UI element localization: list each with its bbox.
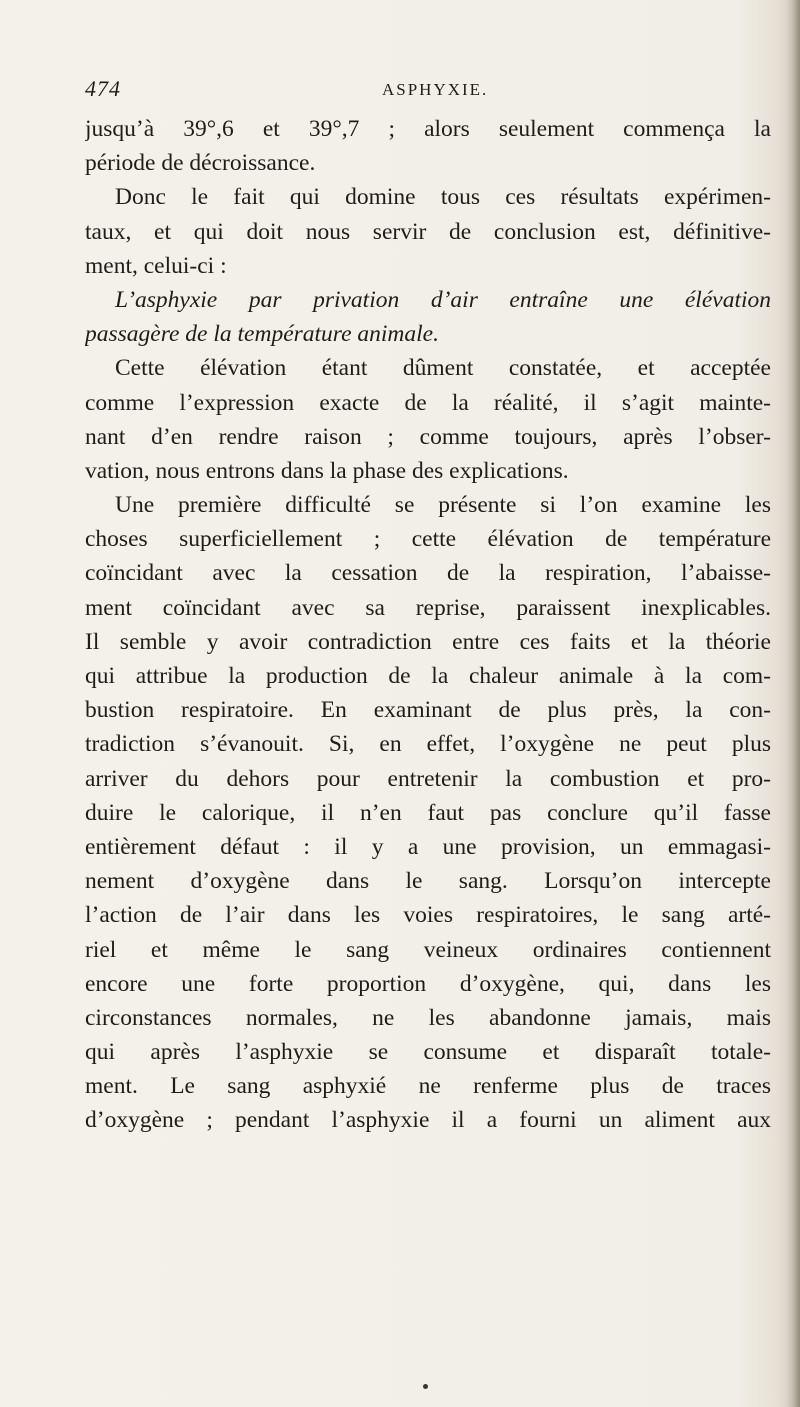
text-line: Il semble y avoir contradiction entre ces faits et la théorie (85, 628, 771, 655)
text-line: entièrement défaut : il y a une provision, un emmagasi- (85, 833, 771, 860)
text-line: jusqu’à 39°,6 et 39°,7 ; alors seulement commença la (85, 116, 771, 142)
text-line: encore une forte proportion d’oxygène, qui, dans les (85, 970, 771, 997)
conclusion-line: L’asphyxie par privation d’air entraîne une élévation (115, 286, 771, 313)
text-line: Une première difficulté se présente si l’on examine les (115, 492, 771, 519)
text-line: nement d’oxygène dans le sang. Lorsqu’on intercepte (85, 868, 771, 895)
page-edge-shadow (786, 0, 800, 1407)
text-line: ment. Le sang asphyxié ne renferme plus de traces (85, 1073, 771, 1100)
text-line: choses superficiellement ; cette élévation de température (85, 526, 771, 553)
text-line: taux, et qui doit nous servir de conclusion est, définitive- (85, 218, 771, 245)
text-line: Donc le fait qui domine tous ces résultats expérimen- (115, 184, 771, 211)
text-line: d’oxygène ; pendant l’asphyxie il a fourni un aliment aux (85, 1107, 771, 1134)
text-line: comme l’expression exacte de la réalité, il s’agit mainte- (85, 389, 771, 416)
text-line: arriver du dehors pour entretenir la combustion et pro- (85, 765, 771, 792)
text-line: tradiction s’évanouit. Si, en effet, l’oxygène ne peut plus (85, 731, 771, 758)
text-line: bustion respiratoire. En examinant de plus près, la con- (85, 697, 771, 724)
text-line: nant d’en rendre raison ; comme toujours, après l’obser- (85, 423, 771, 450)
text-line: circonstances normales, ne les abandonne jamais, mais (85, 1004, 771, 1031)
conclusion-line: passagère de la température animale. (85, 321, 439, 348)
print-speck (423, 1384, 428, 1389)
running-title: ASPHYXIE. (382, 80, 489, 99)
body-text (85, 112, 771, 1138)
text-line: duire le calorique, il n’en faut pas conclure qu’il fasse (85, 799, 771, 826)
text-line: qui après l’asphyxie se consume et disparaît totale- (85, 1039, 771, 1066)
text-line: l’action de l’air dans les voies respiratoires, le sang arté- (85, 902, 771, 929)
text-line: période de décroissance. (85, 150, 316, 177)
text-line: qui attribue la production de la chaleur animale à la com- (85, 663, 771, 689)
text-line: coïncidant avec la cessation de la respiration, l’abaisse- (85, 560, 771, 587)
text-line: riel et même le sang veineux ordinaires contiennent (85, 936, 771, 963)
text-line: Cette élévation étant dûment constatée, et acceptée (115, 355, 771, 382)
running-head (85, 76, 755, 106)
page-number: 474 (85, 76, 121, 101)
text-line: ment, celui-ci : (85, 252, 227, 279)
text-line: ment coïncidant avec sa reprise, paraissent inexplicables. (85, 594, 771, 621)
text-line: vation, nous entrons dans la phase des explications. (85, 457, 569, 484)
